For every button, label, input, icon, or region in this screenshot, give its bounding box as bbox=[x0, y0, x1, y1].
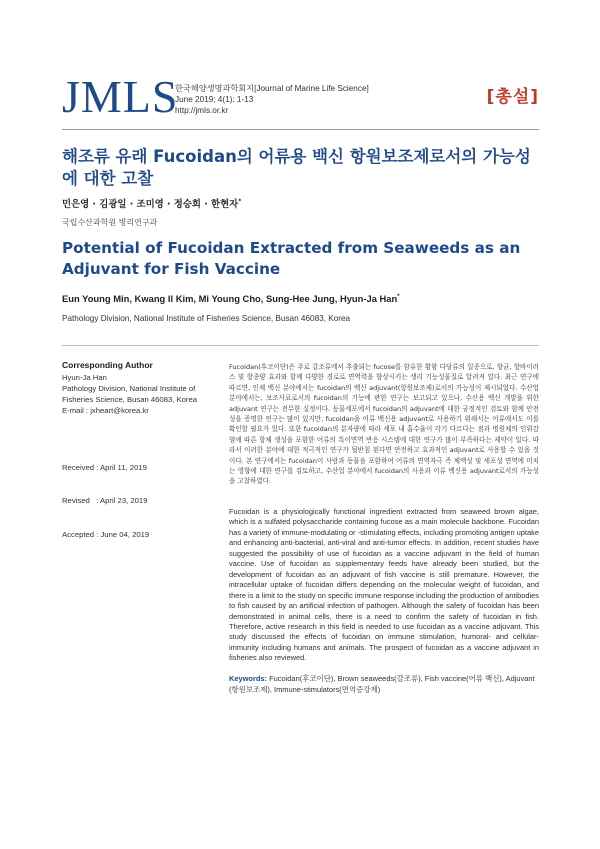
journal-name: 한국해양생명과학회지[Journal of Marine Life Science] bbox=[175, 84, 369, 93]
english-authors bbox=[62, 293, 400, 304]
keywords-text: Fucoidan(후코이단), Brown seaweeds(갈조류), Fish vaccine(어류 백신), Adjuvant (항원보조제), Immune-stimulators(면역증강제) bbox=[229, 674, 535, 694]
corresponding-heading: Corresponding Author bbox=[62, 360, 153, 370]
korean-authors bbox=[62, 196, 241, 210]
corresponding-affil-2: Fisheries Science, Busan 46083, Korea bbox=[62, 395, 198, 404]
revised-date: Revised : April 23, 2019 bbox=[62, 496, 148, 506]
journal-url[interactable]: http://jmls.or.kr bbox=[175, 106, 229, 115]
journal-info bbox=[175, 83, 369, 116]
korean-abstract: Fucoidan(후코이단)은 주로 갈조류에서 추출되는 fucose를 함유한 황함 다당류의 일종으로, 항균, 항바이러스 및 항종양 효과와 함께 다양한 경로로 면역력을 향상시키는 생리 기능성물질로 알려져 있다. 최근 연구에 따르면, 인체 백신 분야에서는 fucoidan의 백신 adjuvant(항원보조제)로서의 가능성이 제시되었다. 수산업 분야에서는, 보조사료로서의 fucoidan의 기능에 관한 연구는 보고되고 있으나, 수산용 백신 개발을 위한 adjuvant 연구는 전무한 실정이다. 동물세포에서 fucoidan의 adjuvant에 대한 궁정적인 검토와 함께 안전성을 증명한 연구는 많이 있지만, fucoidan을 어류 백신용 adjuvant로 사용하기 위해서는 어류에서도 이를 확인할 필요가 있다. 또한 fucoidan의 분자량에 따라 세포 내 흡수율이 각기 다르다는 점과 병원체의 인위감염에 따른 항체 생성을 포함한 어류의 특이면역 반응 시스템에 대한 연구가 많이 부족하다는 제약이 있다. 따라서 이러한 분야에 대한 적극적인 연구가 뒷받침 된다면 안전하고 효과적인 adjuvant로 사용할 수 있을 것이다. 본 연구에서는 fucoidan이 사람과 동물을 포함하여 어류의 면역자극 즉 체액성 및 세포성 면역에 미치는 영향에 대한 연구를 검토하고, 수산업 분야에서 fucoidan의 사용과 어류 백신용 adjuvant로서의 가능성을 고찰하였다. bbox=[229, 363, 539, 486]
corresponding-name: Hyun-Ja Han bbox=[62, 373, 107, 382]
english-author-list: Eun Young Min, Kwang Il Kim, Mi Young Cho, Sung-Hee Jung, Hyun-Ja Han bbox=[62, 293, 398, 304]
keywords bbox=[229, 674, 539, 695]
korean-affiliation: 국립수산과학원 병리연구과 bbox=[62, 218, 158, 227]
journal-issue: June 2019; 4(1): 1-13 bbox=[175, 95, 254, 104]
section-divider bbox=[62, 345, 539, 346]
article-dates bbox=[62, 439, 149, 552]
english-affiliation: Pathology Division, National Institute of Fisheries Science, Busan 46083, Korea bbox=[62, 314, 351, 323]
article-category: [총설] bbox=[486, 87, 539, 107]
corresponding-mark: * bbox=[238, 197, 242, 205]
english-abstract: Fucoidan is a physiologically functional ingredient extracted from seaweed brown algae, which is a sulfated polysaccharide containing fucose as a main molecule backbone. Fucoidan has a variety of immune-modulating or -stimulating effects, including promoting antigen uptake and enhancing anti-bacterial, anti-viral and anti-tumor effects. In addition, recent studies have suggested the possibility of use of fucoidan as a vaccine adjuvant in the field of human vaccine. Use of fucoidan as supplementary feeds have already been studied, but the development of fucoidan as an adjuvant of fish vaccine is still premature. However, the intracellular uptake of fucoidan differs depending on the molecular weight of fucoidan, and there is a limit to the study on specific immune response including the production of antibodies to fish caused by an artificial infection of pathogen. Although the safety of fucoidan has been demonstrated in animal cells, there is a need to confirm the safety of fucoidan in fish. Therefore, active research in this field is needed to use fucoidan as a vaccine adjuvant. This study discussed the effects of fucoidan on immune stimulation, humoral- and cellular- immunity including humans and animals. The prospect of fucoidan as a vaccine adjuvant in fisheries also reviewed. bbox=[229, 507, 539, 663]
korean-title: 해조류 유래 Fucoidan의 어류용 백신 항원보조제로서의 가능성에 대한 고찰 bbox=[62, 147, 531, 188]
header-divider bbox=[62, 129, 539, 130]
keywords-label: Keywords: bbox=[229, 674, 268, 683]
corresponding-email[interactable]: E-mail : jxheart@korea.kr bbox=[62, 406, 149, 415]
corresponding-author-block bbox=[62, 360, 212, 416]
english-title: Potential of Fucoidan Extracted from Seaweeds as an Adjuvant for Fish Vaccine bbox=[62, 239, 521, 278]
korean-author-list: 민은영 · 김광일 · 조미영 · 정승희 · 한현자 bbox=[62, 199, 239, 210]
corresponding-mark: * bbox=[397, 293, 400, 300]
journal-logo: JMLS bbox=[62, 71, 179, 122]
accepted-date: Accepted : June 04, 2019 bbox=[62, 530, 150, 540]
corresponding-affil-1: Pathology Division, National Institute of bbox=[62, 384, 196, 393]
received-date: Received : April 11, 2019 bbox=[62, 462, 147, 472]
